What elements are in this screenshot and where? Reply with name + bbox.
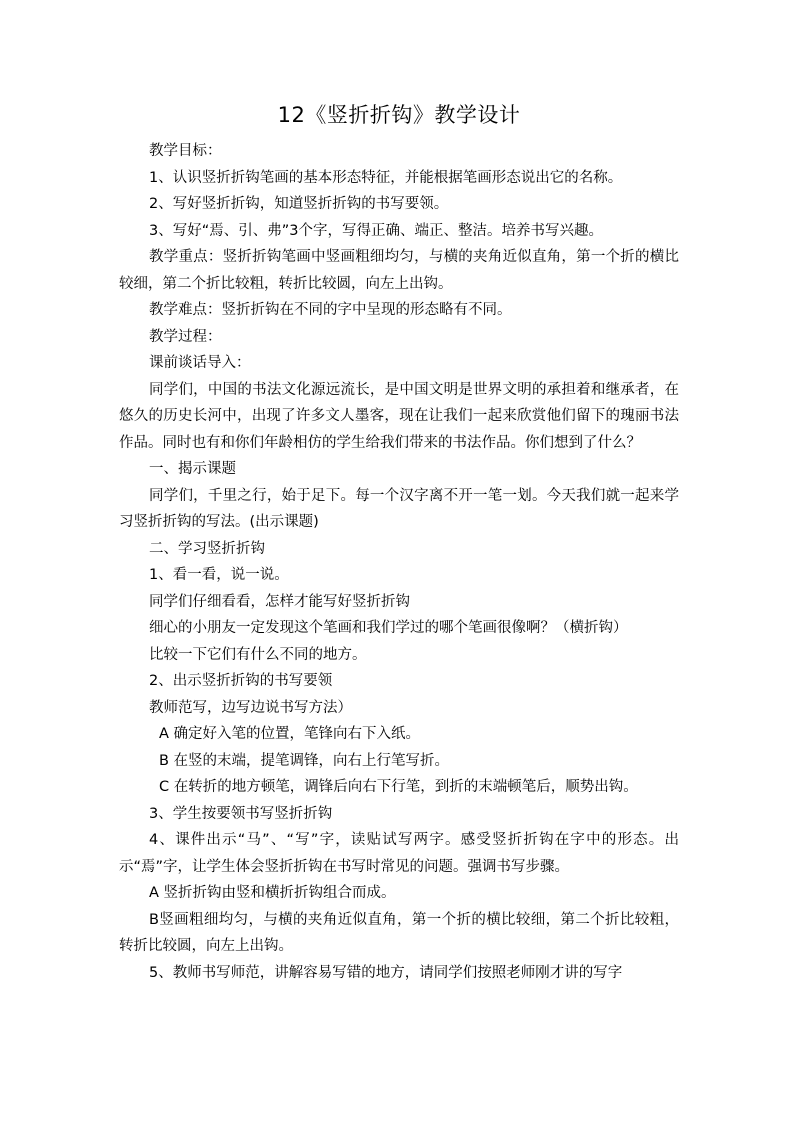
paragraph-step-2: 2、出示竖折折钩的书写要领 xyxy=(149,673,333,689)
paragraph-step-3: 3、学生按要领书写竖折折钩 xyxy=(149,805,333,822)
paragraph-step-1-text-c: 比较一下它们有什么不同的地方。 xyxy=(149,646,367,663)
document-title: 12《竖折折钩》教学设计 xyxy=(277,103,521,127)
paragraph-difficulties: 教学难点：竖折折钩在不同的字中呈现的形态略有不同。 xyxy=(149,302,512,318)
paragraph-goal-1: 1、认识竖折折钩笔画的基本形态特征，并能根据笔画形态说出它的名称。 xyxy=(149,169,623,186)
paragraph-goal-2: 2、写好竖折折钩，知道竖折折钩的书写要领。 xyxy=(149,196,449,212)
document-body xyxy=(119,138,679,986)
paragraph-step-5: 5、教师书写师范，讲解容易写错的地方，请同学们按照老师刚才讲的写字 xyxy=(149,964,623,981)
paragraph-step-4-a: A 竖折折钩由竖和横折折钩组合而成。 xyxy=(149,885,396,901)
paragraph-step-1-text-b: 细心的小朋友一定发现这个笔画和我们学过的哪个笔画很像啊？（横折钩） xyxy=(149,620,628,636)
document-page xyxy=(119,100,679,986)
paragraph-section-2-heading: 二、学习竖折折钩 xyxy=(149,540,265,557)
paragraph-step-2-text: 教师范写，边写边说书写方法） xyxy=(149,699,352,716)
paragraph-step-4-b: B竖画粗细均匀，与横的夹角近似直角，第一个折的横比较细，第二个折比较粗，转折比较圆，向左上出钩。 xyxy=(119,911,679,954)
paragraph-step-1: 1、看一看，说一说。 xyxy=(149,567,289,583)
paragraph-process-heading: 教学过程： xyxy=(149,328,222,345)
paragraph-step-2-a: A 确定好入笔的位置，笔锋向右下入纸。 xyxy=(159,726,421,742)
paragraph-section-1-text: 同学们，千里之行，始于足下。每一个汉字离不开一笔一划。今天我们就一起来学习竖折折钩的写法。(出示课题) xyxy=(119,487,679,530)
paragraph-goals-heading: 教学目标： xyxy=(149,143,222,159)
paragraph-goal-3: 3、写好“焉、引、弗”3个字，写得正确、端正、整洁。培养书写兴趣。 xyxy=(149,222,603,239)
paragraph-intro-text: 同学们，中国的书法文化源远流长，是中国文明是世界文明的承担着和继承者，在悠久的历史长河中，出现了许多文人墨客，现在让我们一起来欣赏他们留下的瑰丽书法作品。同时也有和你们年龄相仿的学生给我们带来的书法作品。你们想到了什么？ xyxy=(119,381,679,451)
paragraph-key-points: 教学重点：竖折折钩笔画中竖画粗细均匀，与横的夹角近似直角，第一个折的横比较细，第二个折比较粗，转折比较圆，向左上出钩。 xyxy=(119,249,679,292)
paragraph-section-1-heading: 一、揭示课题 xyxy=(149,461,236,477)
paragraph-step-1-text-a: 同学们仔细看看，怎样才能写好竖折折钩 xyxy=(149,593,410,610)
paragraph-step-4: 4、课件出示“马”、“写”字，读贴试写两字。感受竖折折钩在字中的形态。出示“焉”字，让学生体会竖折折钩在书写时常见的问题。强调书写步骤。 xyxy=(119,832,679,875)
paragraph-step-2-c: C 在转折的地方顿笔，调锋后向右下行笔，到折的末端顿笔后，顺势出钩。 xyxy=(159,779,638,795)
paragraph-intro-heading: 课前谈话导入： xyxy=(149,355,251,371)
paragraph-step-2-b: B 在竖的末端，提笔调锋，向右上行笔写折。 xyxy=(159,752,450,769)
